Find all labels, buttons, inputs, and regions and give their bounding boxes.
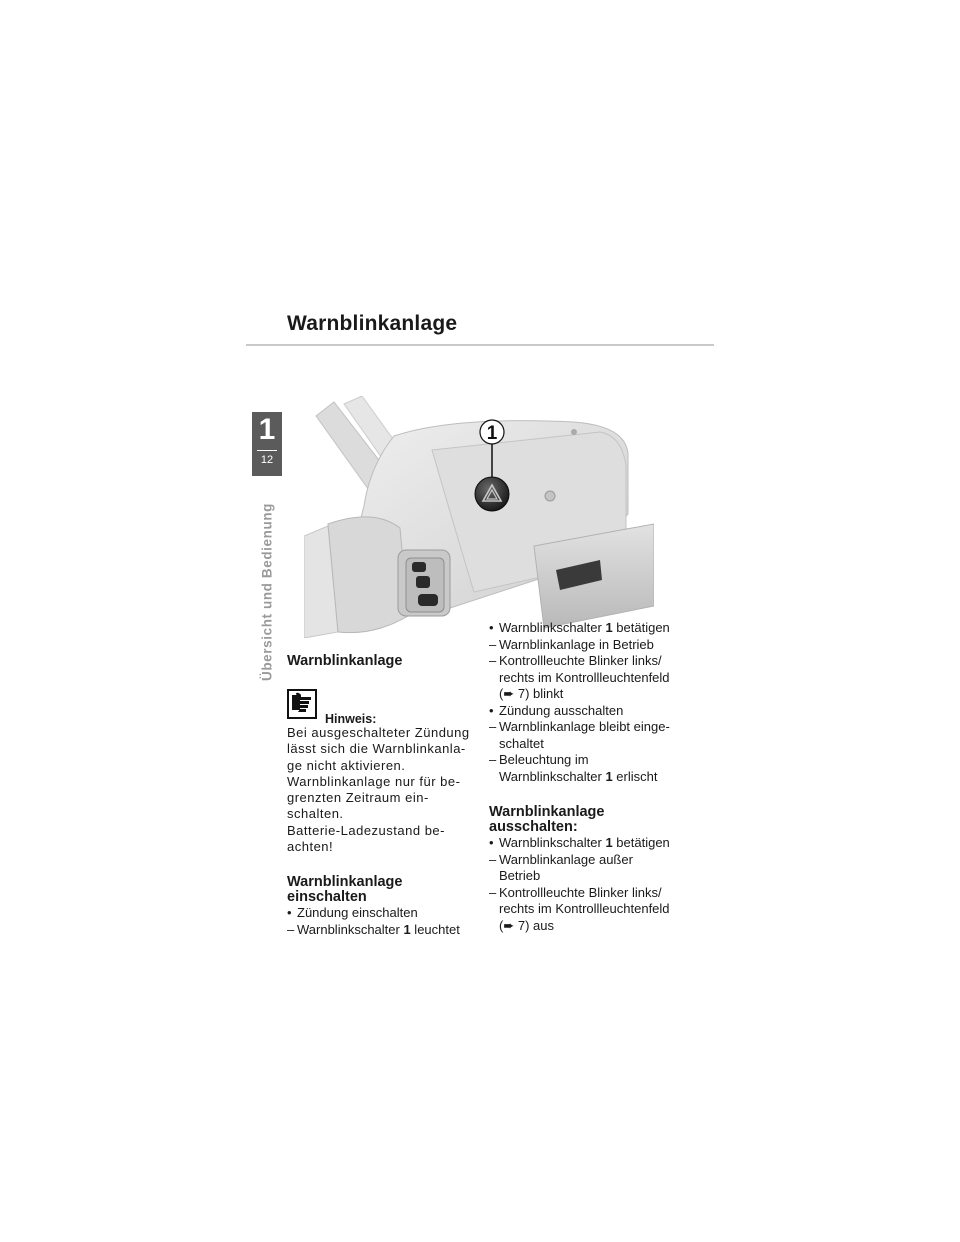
side-label: Übersicht und Bedienung xyxy=(259,502,275,682)
hint-line: Warnblinkanlage nur für be- xyxy=(287,773,461,789)
hint-line: schalten. xyxy=(287,806,344,822)
hint-text xyxy=(287,725,477,855)
dash-marker: – xyxy=(489,851,497,867)
list-item-text: Warnblinkanlage in Betrieb xyxy=(499,636,654,652)
bullet-marker: • xyxy=(489,620,494,635)
page-number: 12 xyxy=(260,454,274,466)
title-divider xyxy=(246,344,714,346)
handlebar-switch-photo xyxy=(304,396,654,638)
hint-line: Bei ausgeschalteter Zündung xyxy=(287,725,470,740)
list-item xyxy=(287,905,477,922)
hint-line: achten! xyxy=(287,839,334,855)
callout-ref: 1 xyxy=(403,921,411,937)
list-item-text: (➨ 7) blinkt xyxy=(499,686,564,701)
list-item-text: Kontrollleuchte Blinker links/ xyxy=(499,884,662,900)
list-item xyxy=(489,637,699,654)
list-item-text: schaltet xyxy=(499,735,544,751)
page-title: Warnblinkanlage xyxy=(287,312,458,335)
hint-line: lässt sich die Warnblinkanla- xyxy=(287,741,466,757)
list-item-text: Warnblinkschalter xyxy=(499,620,606,635)
list-item-text: rechts im Kontrollleuchtenfeld xyxy=(499,901,670,916)
list-item xyxy=(489,835,699,852)
list-item xyxy=(287,922,477,939)
chapter-number: 1 xyxy=(258,413,276,446)
chapter-separator xyxy=(257,450,277,451)
section-off xyxy=(489,805,699,934)
hint-line: Batterie-Ladezustand be- xyxy=(287,822,445,838)
list-item-text: betätigen xyxy=(612,835,670,850)
hint-line: grenzten Zeitraum ein- xyxy=(287,790,429,806)
list-item xyxy=(489,719,699,752)
list-item-text: Betrieb xyxy=(499,868,541,883)
dash-marker: – xyxy=(489,636,497,652)
heading-line: Warnblinkanlage xyxy=(489,804,605,820)
list-item-text: Warnblinkschalter xyxy=(499,768,606,784)
section-heading-on xyxy=(287,875,477,905)
list-item-text: Warnblinkschalter xyxy=(499,835,606,850)
hint-label: Hinweis: xyxy=(325,712,377,726)
dash-marker: – xyxy=(489,884,497,900)
hint-line: ge nicht aktivieren. xyxy=(287,757,406,773)
dash-marker: – xyxy=(489,719,497,734)
list-item-text: Warnblinkanlage bleibt einge- xyxy=(499,719,670,734)
list-item-text: Zündung einschalten xyxy=(297,905,418,921)
dash-marker: – xyxy=(489,653,497,668)
right-column xyxy=(489,620,699,934)
list-item xyxy=(489,885,699,935)
section-on xyxy=(287,875,477,938)
chapter-tab xyxy=(252,412,282,476)
hint-header xyxy=(287,689,477,725)
list-item xyxy=(489,653,699,703)
hint-hand-icon xyxy=(287,689,317,719)
list-item xyxy=(489,703,699,720)
callout-ref: 1 xyxy=(605,768,613,784)
list-item-text: Zündung ausschalten xyxy=(499,702,624,718)
bullet-marker: • xyxy=(489,835,494,850)
list-item xyxy=(489,620,699,637)
dash-marker: – xyxy=(489,752,497,767)
list-item-text: (➨ 7) aus xyxy=(499,917,554,933)
callout-ref: 1 xyxy=(605,620,613,635)
heading-line: einschalten xyxy=(287,889,367,906)
dash-marker: – xyxy=(287,921,295,937)
list-item-text: Warnblinkanlage außer xyxy=(499,851,633,867)
list-item xyxy=(489,752,699,785)
side-label-container xyxy=(252,492,282,692)
figure-callout: 1 xyxy=(486,423,498,444)
callout-ref: 1 xyxy=(605,835,613,850)
heading-line: ausschalten: xyxy=(489,819,578,835)
list-item-text: erlischt xyxy=(612,768,658,784)
list-item-text: betätigen xyxy=(612,620,670,635)
list-item xyxy=(489,852,699,885)
list-item-text: Kontrollleuchte Blinker links/ xyxy=(499,653,662,668)
bullet-marker: • xyxy=(489,702,494,718)
left-column xyxy=(287,654,477,938)
section-heading-main: Warnblinkanlage xyxy=(287,653,403,669)
heading-line: Warnblinkanlage xyxy=(287,874,403,891)
list-item-text: Beleuchtung im xyxy=(499,752,589,767)
list-item-text: Warnblinkschalter xyxy=(297,921,404,937)
bullet-marker: • xyxy=(287,905,292,921)
list-item-text: leuchtet xyxy=(410,921,460,937)
section-heading-off xyxy=(489,805,699,835)
list-item-text: rechts im Kontrollleuchtenfeld xyxy=(499,669,670,685)
